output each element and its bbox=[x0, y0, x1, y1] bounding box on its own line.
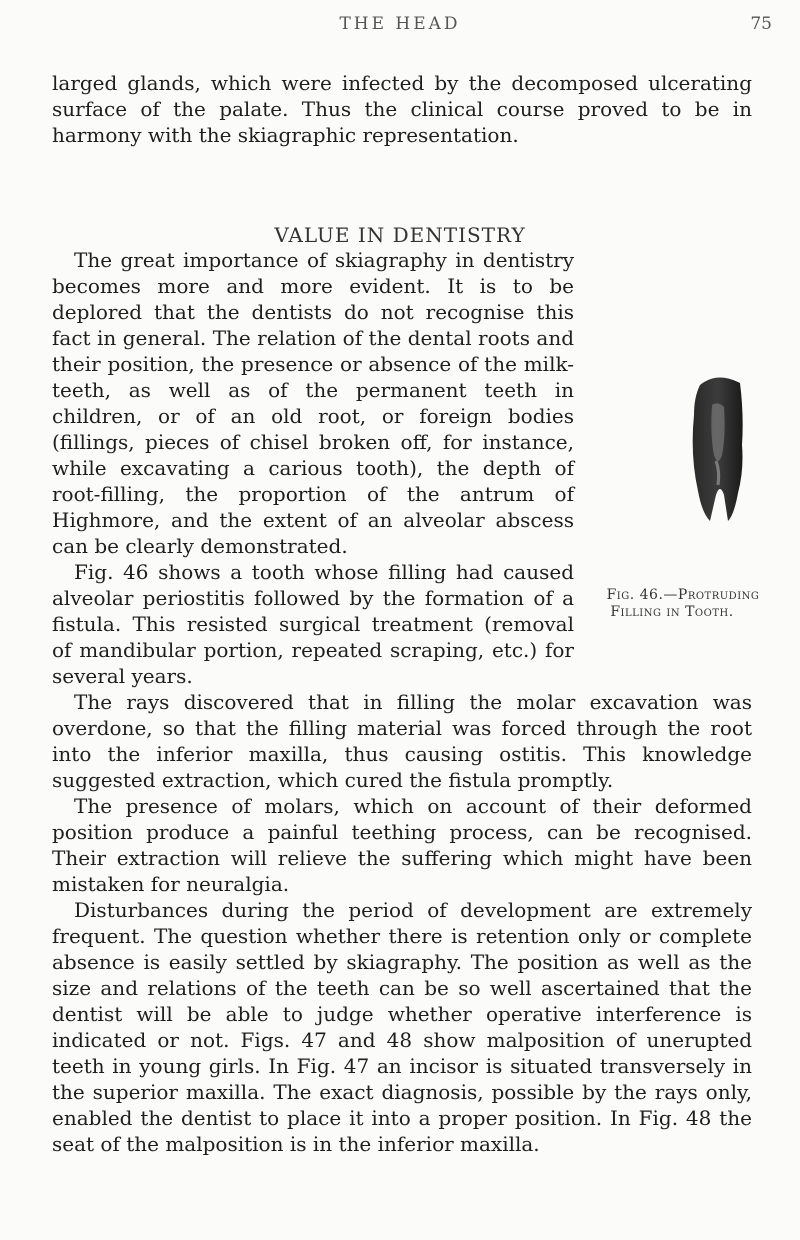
main-text-block bbox=[52, 247, 760, 1157]
running-head: THE HEAD bbox=[339, 14, 461, 34]
paragraph-5: Disturbances during the period of development are extremely frequent. The question whether there is retention only or complete absence is easily settled by skiagraphy. The position as well as the size and relations of the teeth can be so well ascertained that the dentist will be able to judge whether operative interference is indicated or not. Figs. 47 and 48 show malposition of unerupted teeth in young girls. In Fig. 47 an incisor is situated transversely in the superior maxilla. The exact diagnosis, possible by the rays only, enabled the dentist to place it into a proper position. In Fig. 48 the seat of the malposition is in the inferior maxilla. bbox=[52, 898, 752, 1156]
caption-line-1: Fig. 46.—Protruding bbox=[606, 587, 760, 603]
section-title: VALUE IN DENTISTRY bbox=[274, 223, 526, 247]
paragraph-4: The presence of molars, which on account of their deformed position produce a painful teething process, can be recognised. Their extraction will relieve the suffering which might have been mistaken for neuralgia. bbox=[52, 794, 752, 896]
tooth-icon bbox=[682, 375, 752, 525]
paragraph-2: Fig. 46 shows a tooth whose filling had caused alveolar periostitis followed by the formation of a fistula. This resisted surgical treatment (removal of mandibular portion, repeated scraping, etc.) for several years. bbox=[52, 560, 574, 688]
page-header bbox=[0, 14, 800, 44]
tooth-xray-image bbox=[660, 375, 752, 531]
figure-caption bbox=[582, 587, 762, 621]
opening-paragraph: larged glands, which were infected by the decomposed ulcerating surface of the palate. Thus the clinical course proved to be in harmony with the skiagraphic representation. bbox=[52, 71, 752, 147]
page-number: 75 bbox=[750, 14, 772, 34]
paragraph-3: The rays discovered that in filling the molar excavation was overdone, so that the filling material was forced through the root into the inferior maxilla, thus causing ostitis. This knowledge suggested extraction, which cured the fistula promptly. bbox=[52, 690, 752, 792]
caption-line-2: Filling in Tooth. bbox=[610, 604, 734, 620]
paragraph-1: The great importance of skiagraphy in dentistry becomes more and more evident. It is to be deplored that the dentists do not recognise this fact in general. The relation of the dental roots and their position, the presence or absence of the milk-teeth, as well as of the permanent teeth in children, or of an old root, or foreign bodies (fillings, pieces of chisel broken off, for instance, while excavating a carious tooth), the depth of root-filling, the proportion of the antrum of Highmore, and the extent of an alveolar abscess can be clearly demonstrated. bbox=[52, 248, 574, 558]
figure-46 bbox=[582, 247, 760, 657]
